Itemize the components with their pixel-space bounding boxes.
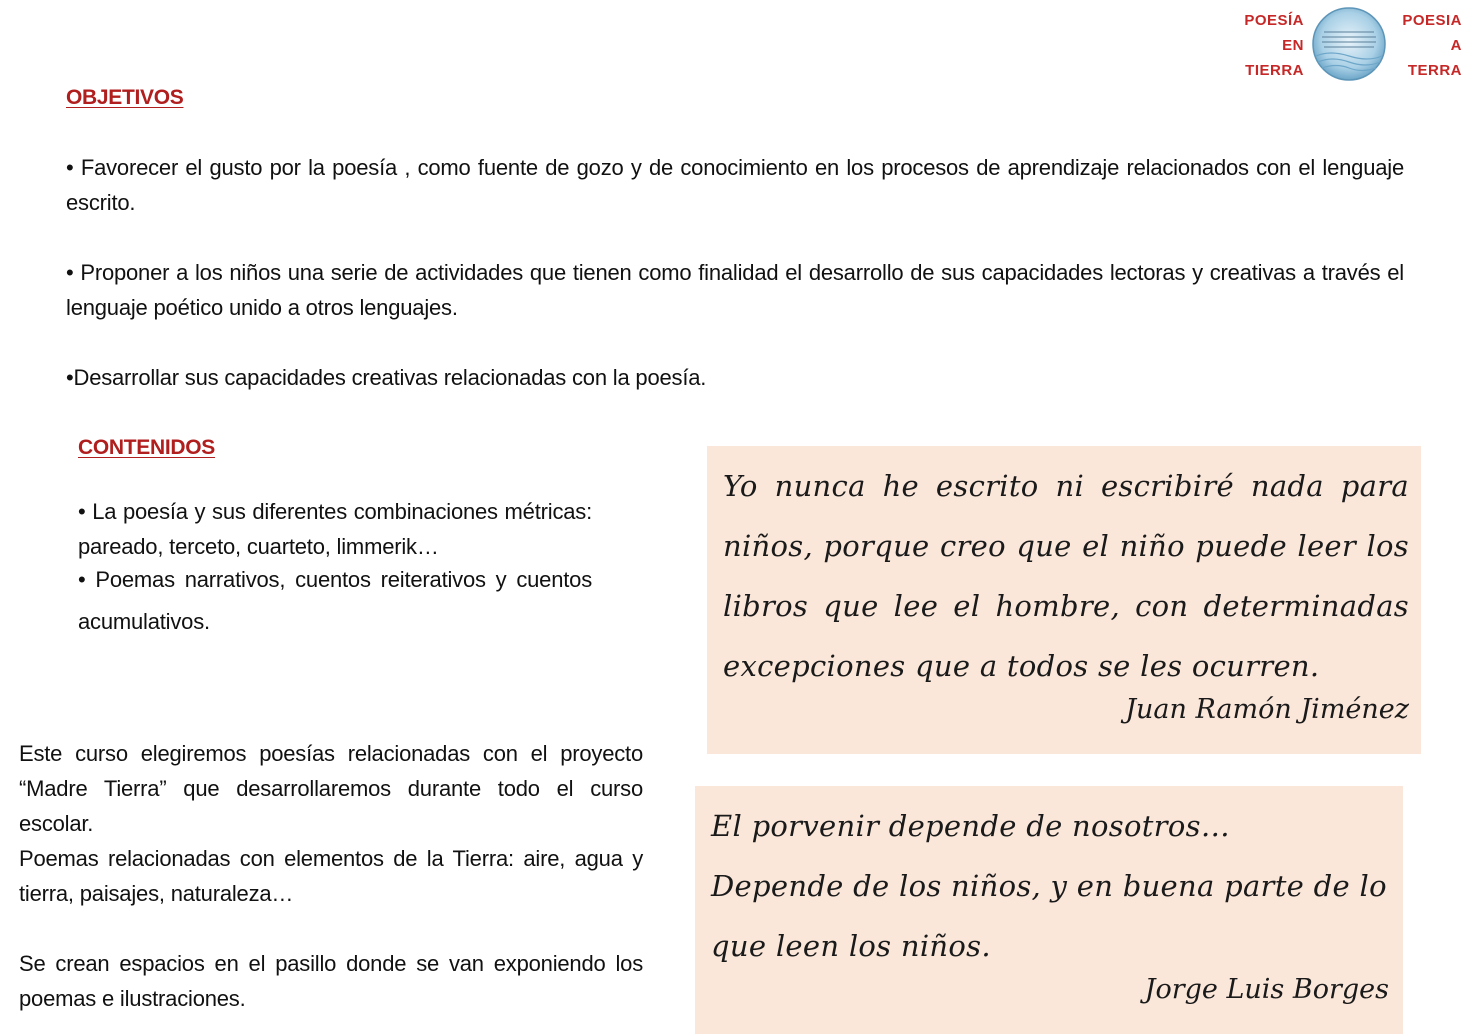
quote-box-borges xyxy=(695,786,1403,1034)
logo-left-line: EN xyxy=(1282,37,1304,54)
contenido-item: • Poemas narrativos, cuentos reiterativos y cuentos acumulativos. xyxy=(78,567,592,634)
logo-right-line: A xyxy=(1450,37,1462,54)
quote-box-jimenez xyxy=(707,446,1421,754)
objetivos-list xyxy=(66,150,1404,395)
contenido-item: • La poesía y sus diferentes combinaciones métricas: pareado, terceto, cuarteto, limmerik… xyxy=(78,499,592,559)
quote-line: El porvenir depende de nosotros… xyxy=(711,809,1231,843)
objetivo-item: •Desarrollar sus capacidades creativas relacionadas con la poesía. xyxy=(66,365,707,390)
curso-paragraph: Se crean espacios en el pasillo donde se van exponiendo los poemas e ilustraciones. xyxy=(19,951,643,1011)
logo-right-line: TERRA xyxy=(1407,62,1462,79)
objetivo-item: • Proponer a los niños una serie de actividades que tienen como finalidad el desarrollo de sus capacidades lectoras y creativas a través el lenguaje poético unido a otros lenguajes. xyxy=(66,260,1404,320)
quote-text: Yo nunca he escrito ni escribiré nada para niños, porque creo que el niño puede leer los libros que lee el hombre, con determinadas excepciones que a todos se les ocurren. xyxy=(723,469,1409,683)
logo-right-text xyxy=(1394,8,1462,83)
objetivo-item: • Favorecer el gusto por la poesía , como fuente de gozo y de conocimiento en los procesos de aprendizaje relacionados con el lenguaje escrito. xyxy=(66,155,1404,215)
quote-author: Juan Ramón Jiménez xyxy=(1125,694,1409,725)
contenidos-list xyxy=(78,494,592,643)
curso-paragraph: Poemas relacionadas con elementos de la Tierra: aire, agua y tierra, paisajes, naturaleza… xyxy=(19,846,643,906)
quote-line: Depende de los niños, y en buena parte de lo xyxy=(711,869,1387,903)
logo-left-line: TIERRA xyxy=(1245,62,1304,79)
curso-text xyxy=(19,736,643,1016)
logo xyxy=(1228,6,1468,82)
curso-paragraph: Este curso elegiremos poesías relacionadas con el proyecto “Madre Tierra” que desarrollaremos durante todo el curso escolar. xyxy=(19,741,643,836)
logo-right-line: POESIA xyxy=(1402,12,1462,29)
logo-emblem-icon xyxy=(1310,6,1388,82)
contenidos-heading: CONTENIDOS xyxy=(78,436,216,459)
quote-author: Jorge Luis Borges xyxy=(1144,974,1389,1005)
logo-left-line: POESÍA xyxy=(1244,12,1304,29)
objetivos-heading: OBJETIVOS xyxy=(66,86,184,109)
quote-line: que leen los niños. xyxy=(711,929,991,963)
logo-left-text xyxy=(1228,8,1304,83)
